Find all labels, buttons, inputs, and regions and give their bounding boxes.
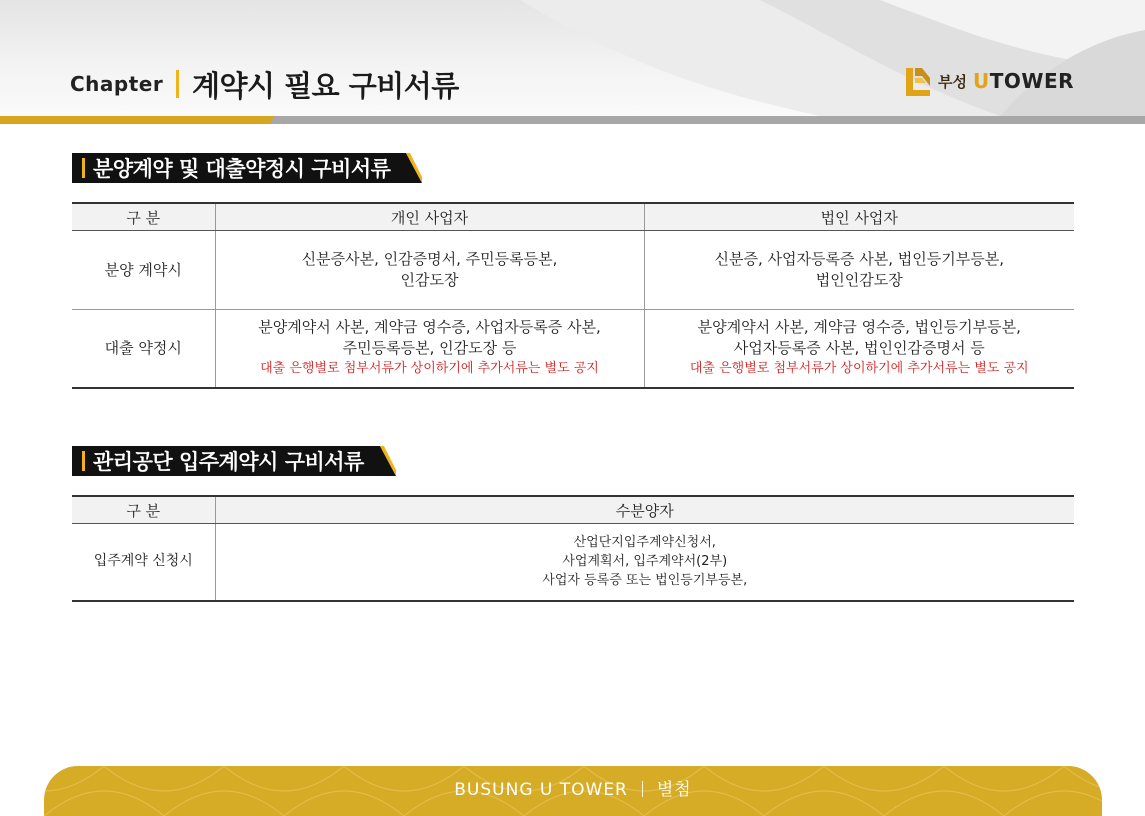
table-row xyxy=(72,231,1074,310)
section-2-slant-decoration xyxy=(374,446,396,476)
table-row xyxy=(72,310,1074,388)
chapter-label: Chapter xyxy=(70,72,164,96)
section-1-title: 분양계약 및 대출약정시 구비서류 xyxy=(93,157,391,181)
row-category: 분양 계약시 xyxy=(72,231,215,310)
cell-text-line: 인감도장 xyxy=(400,271,459,289)
cell-text-line: 사업자등록증 사본, 법인인감증명서 등 xyxy=(733,339,985,358)
header-rule-join xyxy=(264,116,280,124)
logo-english-text xyxy=(973,69,1074,93)
tenant-docs-cell xyxy=(215,524,1074,601)
section-2-title-box xyxy=(72,446,374,476)
footer-label: 별첨 xyxy=(656,780,692,800)
table-header-row xyxy=(72,496,1074,524)
section-2-title: 관리공단 입주계약시 구비서류 xyxy=(93,450,364,474)
column-header: 법인 사업자 xyxy=(644,203,1074,231)
section-2-accent-bar xyxy=(82,451,85,471)
table-header-row xyxy=(72,203,1074,231)
page-footer xyxy=(44,766,1102,816)
individual-docs-cell xyxy=(215,231,644,310)
page-title: 계약시 필요 구비서류 xyxy=(192,69,459,103)
section-2-heading xyxy=(72,446,396,476)
section-1-table xyxy=(72,202,1074,389)
table-row xyxy=(72,524,1074,601)
column-header: 구 분 xyxy=(72,203,215,231)
corporate-docs-cell xyxy=(644,310,1074,388)
cell-text-line: 분양계약서 사본, 계약금 영수증, 사업자등록증 사본, xyxy=(258,318,601,337)
cell-text-line: 사업계획서, 입주계약서(2부) xyxy=(562,554,728,570)
cell-text-line: 신분증사본, 인감증명서, 주민등록등본, xyxy=(301,250,558,268)
footer-text xyxy=(44,775,1102,800)
section-1-accent-bar xyxy=(82,158,85,178)
header-rule-grey xyxy=(272,116,1145,124)
cell-text-line: 분양계약서 사본, 계약금 영수증, 법인등기부등본, xyxy=(697,318,1021,337)
logo-mark-icon xyxy=(904,64,934,98)
cell-text-line: 주민등록등본, 인감도장 등 xyxy=(342,339,517,358)
page-header xyxy=(0,0,1145,116)
logo-u-letter: U xyxy=(972,69,990,93)
loan-note-text: 대출 은행별로 첨부서류가 상이하기에 추가서류는 별도 공지 xyxy=(260,361,599,377)
cell-text-line: 산업단지입주계약신청서, xyxy=(573,535,716,551)
column-header: 수분양자 xyxy=(215,496,1074,524)
footer-brand: BUSUNG U TOWER xyxy=(454,780,628,800)
brand-logo xyxy=(904,64,1074,98)
individual-docs-cell xyxy=(215,310,644,388)
chapter-divider xyxy=(176,70,179,98)
cell-text-line: 법인인감도장 xyxy=(815,271,903,289)
footer-divider xyxy=(642,781,643,797)
row-category: 대출 약정시 xyxy=(72,310,215,388)
column-header: 구 분 xyxy=(72,496,215,524)
loan-note-text: 대출 은행별로 첨부서류가 상이하기에 추가서류는 별도 공지 xyxy=(689,361,1029,377)
column-header: 개인 사업자 xyxy=(215,203,644,231)
header-background-pattern xyxy=(0,0,1145,116)
cell-text-line: 신분증, 사업자등록증 사본, 법인등기부등본, xyxy=(714,250,1004,268)
row-category: 입주계약 신청시 xyxy=(72,524,215,601)
header-rule-gold xyxy=(0,116,272,124)
section-1-heading xyxy=(72,153,422,183)
logo-tower-text: TOWER xyxy=(989,69,1075,93)
section-1-slant-decoration xyxy=(400,153,422,183)
logo-korean-text: 부성 xyxy=(938,72,967,91)
section-1-title-box xyxy=(72,153,400,183)
cell-text-line: 사업자 등록증 또는 법인등기부등본, xyxy=(542,573,748,589)
section-2-table xyxy=(72,495,1074,602)
corporate-docs-cell xyxy=(644,231,1074,310)
